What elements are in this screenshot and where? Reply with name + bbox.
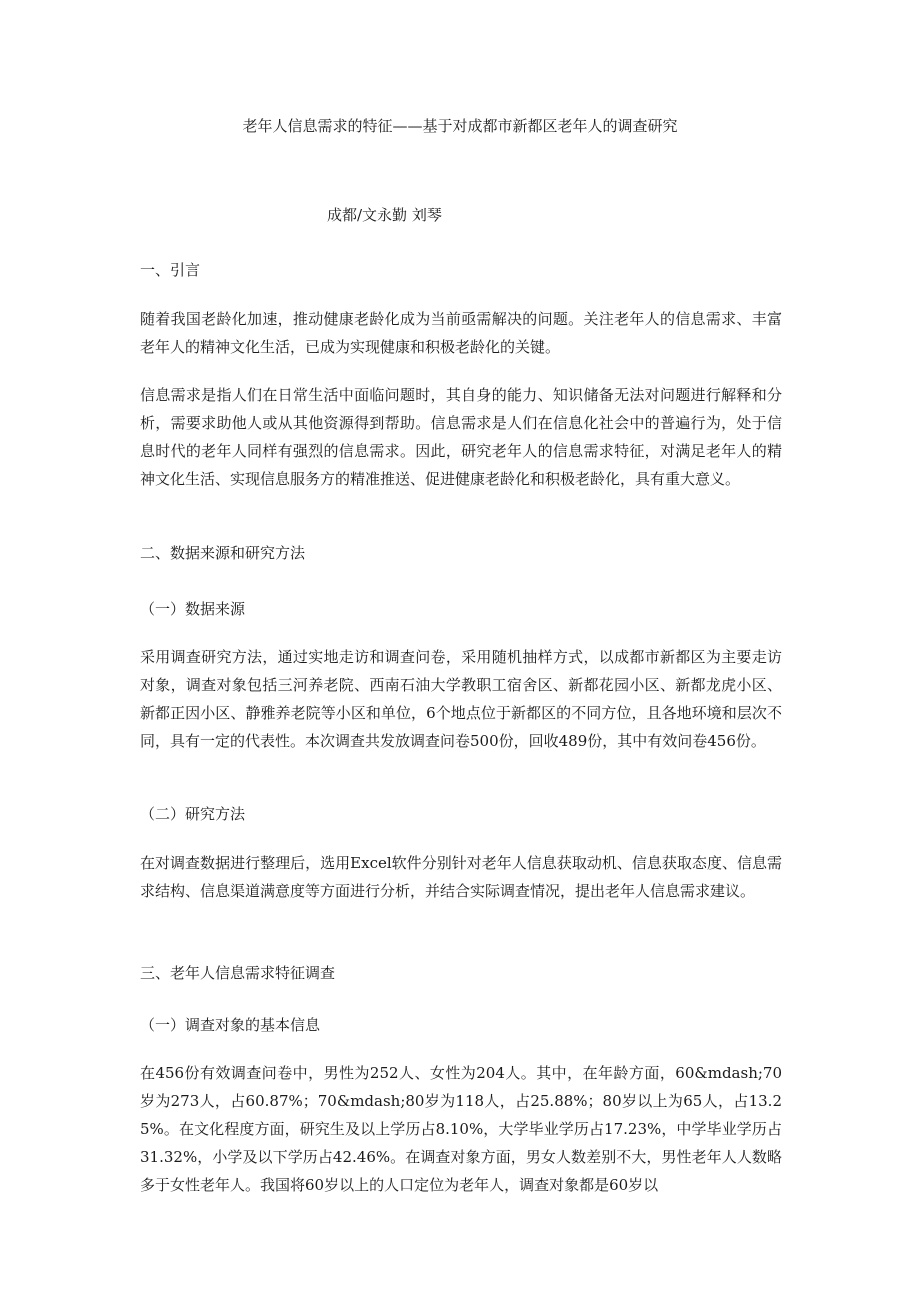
paragraph-intro-1: 随着我国老龄化加速，推动健康老龄化成为当前亟需解决的问题。关注老年人的信息需求、丰富老年人的精神文化生活，已成为实现健康和积极老龄化的关键。	[140, 310, 782, 356]
author-line: 成都/文永勤 刘琴	[327, 206, 442, 224]
document-title: 老年人信息需求的特征——基于对成都市新都区老年人的调查研究	[242, 117, 678, 135]
section-heading-data-methods: 二、数据来源和研究方法	[140, 544, 306, 562]
section-heading-introduction: 一、引言	[140, 261, 201, 279]
subsection-heading-data-source: （一）数据来源	[140, 600, 246, 618]
paragraph-research-method: 在对调查数据进行整理后，选用Excel软件分别针对老年人信息获取动机、信息获取态度、信息需求结构、信息渠道满意度等方面进行分析，并结合实际调查情况，提出老年人信息需求建议。	[140, 854, 782, 900]
subsection-heading-basic-info: （一）调查对象的基本信息	[140, 1016, 321, 1034]
section-heading-survey: 三、老年人信息需求特征调查	[140, 964, 336, 982]
paragraph-intro-2: 信息需求是指人们在日常生活中面临问题时，其自身的能力、知识储备无法对问题进行解释和分析，需要求助他人或从其他资源得到帮助。信息需求是人们在信息化社会中的普遍行为，处于信息时代的老年人同样有强烈的信息需求。因此，研究老年人的信息需求特征，对满足老年人的精神文化生活、实现信息服务方的精准推送、促进健康老龄化和积极老龄化，具有重大意义。	[140, 386, 782, 488]
paragraph-data-source: 采用调查研究方法，通过实地走访和调查问卷，采用随机抽样方式，以成都市新都区为主要走访对象，调查对象包括三河养老院、西南石油大学教职工宿舍区、新都花园小区、新都龙虎小区、新都正因小区、静雅养老院等小区和单位，6个地点位于新都区的不同方位，且各地环境和层次不同，具有一定的代表性。本次调查共发放调查问卷500份，回收489份，其中有效问卷456份。	[140, 648, 782, 750]
subsection-heading-research-method: （二）研究方法	[140, 805, 246, 823]
paragraph-basic-info: 在456份有效调查问卷中，男性为252人、女性为204人。其中，在年龄方面，60&mdash;70岁为273人，占60.87%；70&mdash;80岁为118人，占25.88%；80岁以上为65人，占13.25%。在文化程度方面，研究生及以上学历占8.10%，大学毕业学历占17.23%，中学毕业学历占31.32%，小学及以下学历占42.46%。在调查对象方面，男女人数差别不大，男性老年人人数略多于女性老年人。我国将60岁以上的人口定位为老年人，调查对象都是60岁以	[140, 1064, 782, 1194]
